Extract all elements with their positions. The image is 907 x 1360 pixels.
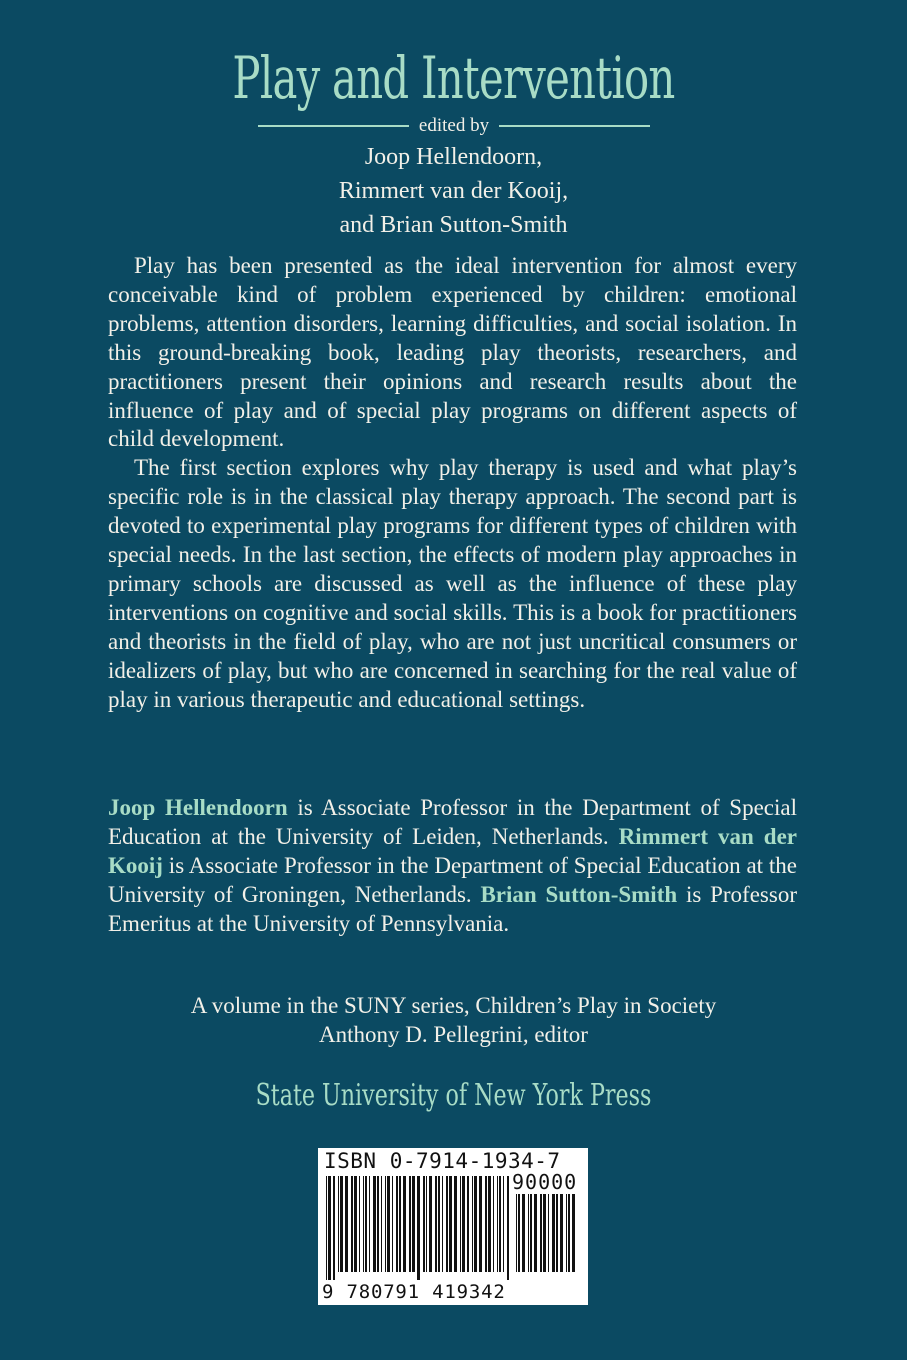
editors-list (0, 140, 907, 242)
barcode-bar (528, 1194, 529, 1272)
barcode-bar (359, 1176, 360, 1272)
series-line: A volume in the SUNY series, Children’s Play in Society (190, 993, 717, 1018)
barcode-bar (326, 1176, 327, 1280)
barcode-bar (474, 1176, 477, 1272)
barcode-bar (530, 1194, 532, 1272)
barcode-bar (479, 1176, 482, 1272)
ean-barcode (326, 1176, 512, 1280)
barcode-bar (338, 1176, 339, 1272)
editor-name: Rimmert van der Kooij, (338, 178, 569, 204)
barcode-bar (503, 1176, 504, 1272)
barcode-bar (499, 1176, 501, 1272)
price-code: 90000 (512, 1170, 578, 1194)
series-editor: Anthony D. Pellegrini, editor (319, 1022, 588, 1047)
barcode-bar (381, 1176, 382, 1272)
barcode-bar (333, 1176, 335, 1280)
barcode-bar (516, 1194, 517, 1272)
book-title: Play and Intervention (232, 44, 675, 112)
barcode-bar (373, 1176, 376, 1272)
barcode-bar (507, 1176, 509, 1280)
barcode-bar (340, 1176, 343, 1272)
editor-name: Joop Hellendoorn, (364, 144, 543, 170)
barcode-bar (403, 1176, 406, 1272)
barcode-bar (560, 1194, 563, 1272)
barcode-bar (518, 1194, 520, 1272)
barcode-bar (429, 1176, 432, 1272)
barcode-bar (493, 1176, 494, 1272)
barcode-bar (522, 1194, 525, 1272)
barcode-bar (377, 1176, 379, 1272)
right-rule (499, 125, 650, 127)
edited-by-row (258, 114, 650, 138)
barcode-bar (568, 1194, 570, 1272)
barcode-bar (467, 1176, 469, 1272)
bio-name: Joop Hellendoorn (108, 795, 288, 820)
publisher-name: State University of New York Press (255, 1078, 652, 1113)
barcode-bar (485, 1176, 487, 1272)
editor-bios (108, 794, 797, 939)
barcode-bar (460, 1176, 461, 1272)
barcode-bar (423, 1176, 425, 1272)
barcode-bar (446, 1176, 448, 1272)
description (108, 252, 797, 715)
barcode-bar (392, 1176, 393, 1272)
bio-name: Brian Sutton-Smith (480, 881, 678, 907)
series-note (0, 991, 907, 1049)
bio-text: is Associate Professor in the Department of Special Education at the University of Leiden, Netherlands. (108, 795, 798, 849)
barcode-bar (345, 1176, 348, 1272)
barcode-bar (534, 1194, 537, 1272)
barcode-bar (462, 1176, 465, 1272)
barcode-bar (540, 1194, 542, 1272)
barcode-bar (351, 1176, 353, 1272)
left-rule (258, 125, 409, 127)
isbn-label: ISBN 0-7914-1934-7 (324, 1149, 561, 1173)
barcode-bar (354, 1176, 357, 1272)
barcode-bar (543, 1194, 546, 1272)
bio-text: is Associate Professor in the Department of Special Education at the University of Groningen, Netherlands. (108, 852, 797, 907)
barcode-bar (488, 1176, 491, 1272)
barcode-bar (442, 1176, 443, 1272)
edited-by-label: edited by (418, 115, 490, 136)
barcode-bar (548, 1194, 549, 1272)
barcode-bar (328, 1176, 331, 1280)
barcode-bar (435, 1176, 437, 1272)
barcode-bar (385, 1176, 386, 1272)
barcode-bar (363, 1176, 364, 1272)
addon-barcode (516, 1194, 580, 1280)
barcode-bar (396, 1176, 398, 1272)
barcode-bar (369, 1176, 370, 1272)
barcode-bar (438, 1176, 440, 1272)
barcode-bar (417, 1176, 420, 1280)
barcode-bar (412, 1176, 415, 1272)
editor-name: and Brian Sutton-Smith (339, 212, 568, 238)
barcode-bar (454, 1176, 457, 1272)
bio-name: Rimmert van der Kooij (108, 823, 797, 878)
barcode-bar (552, 1194, 555, 1272)
barcode-bar (566, 1194, 567, 1272)
barcode-bar (409, 1176, 411, 1272)
barcode-bar (449, 1176, 452, 1272)
barcode-bar (572, 1194, 575, 1272)
description-paragraph: Play has been presented as the ideal intervention for almost every conceivable kind of problem experienced by children: emotional problems, attention disorders, learning difficulties, and social isolation. In this ground-breaking book, leading play theorists, researchers, and practitioners present their opinions and research results about the influence of play and of special play programs on different aspects of child development. (108, 253, 797, 452)
barcode-bar (556, 1194, 558, 1272)
barcode-bar (472, 1176, 473, 1272)
ean-digits: 9 780791 419342 (322, 1281, 506, 1303)
barcode-bar (426, 1176, 427, 1272)
barcode-bar (365, 1176, 367, 1272)
barcode-box (318, 1148, 588, 1305)
barcode-bar (399, 1176, 401, 1272)
bio-text: is Professor Emeritus at the University of Pennsylvania. (108, 881, 797, 936)
barcode-bar (497, 1176, 498, 1272)
description-paragraph: The first section explores why play therapy is used and what play’s specific role is in the classical play therapy approach. The second part is devoted to experimental play programs for different types of children with special needs. In the last section, the effects of modern play approaches in primary schools are discussed as well as the influence of these play interventions on cognitive and social skills. This is a book for practitioners and theorists in the field of play, who are not just uncritical consumers or idealizers of play, but who are concerned in searching for the real value of play in various therapeutic and educational settings. (108, 455, 797, 712)
barcode-bar (387, 1176, 390, 1272)
